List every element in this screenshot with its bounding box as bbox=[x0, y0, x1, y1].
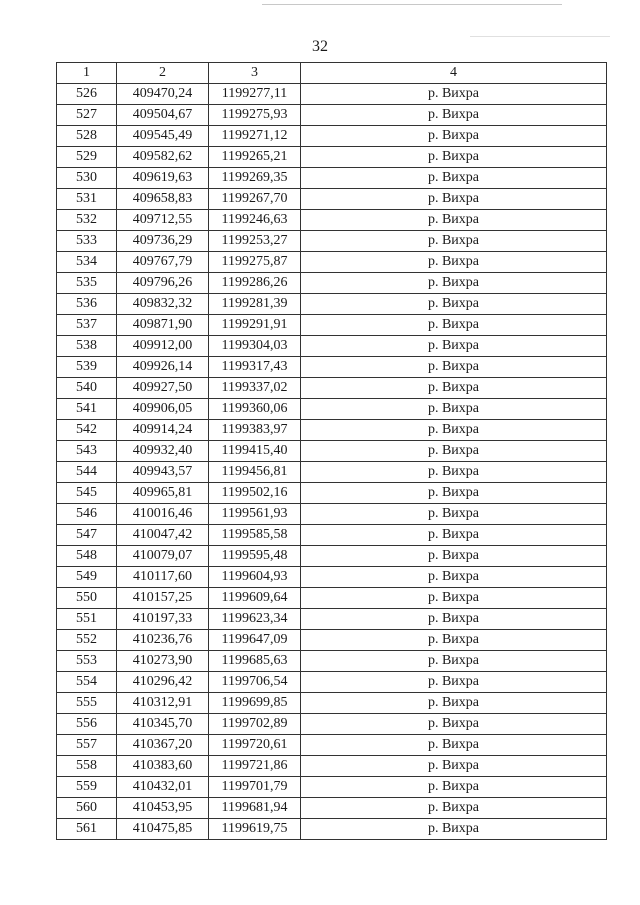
x-coordinate-cell: 409943,57 bbox=[117, 462, 209, 483]
x-coordinate-cell: 409767,79 bbox=[117, 252, 209, 273]
y-coordinate-cell: 1199304,03 bbox=[209, 336, 301, 357]
description-cell: р. Вихра bbox=[301, 483, 607, 504]
point-number-cell: 554 bbox=[57, 672, 117, 693]
y-coordinate-cell: 1199456,81 bbox=[209, 462, 301, 483]
point-number-cell: 547 bbox=[57, 525, 117, 546]
table-row bbox=[57, 441, 607, 462]
x-coordinate-cell: 410047,42 bbox=[117, 525, 209, 546]
description-cell: р. Вихра bbox=[301, 189, 607, 210]
y-coordinate-cell: 1199721,86 bbox=[209, 756, 301, 777]
table-row bbox=[57, 105, 607, 126]
x-coordinate-cell: 410296,42 bbox=[117, 672, 209, 693]
point-number-cell: 532 bbox=[57, 210, 117, 231]
y-coordinate-cell: 1199585,58 bbox=[209, 525, 301, 546]
x-coordinate-cell: 410383,60 bbox=[117, 756, 209, 777]
x-coordinate-cell: 410016,46 bbox=[117, 504, 209, 525]
table-row bbox=[57, 651, 607, 672]
table-row bbox=[57, 420, 607, 441]
y-coordinate-cell: 1199702,89 bbox=[209, 714, 301, 735]
table-row bbox=[57, 609, 607, 630]
table-row bbox=[57, 378, 607, 399]
table-row bbox=[57, 294, 607, 315]
x-coordinate-cell: 410453,95 bbox=[117, 798, 209, 819]
description-cell: р. Вихра bbox=[301, 378, 607, 399]
description-cell: р. Вихра bbox=[301, 168, 607, 189]
x-coordinate-cell: 409712,55 bbox=[117, 210, 209, 231]
x-coordinate-cell: 409796,26 bbox=[117, 273, 209, 294]
table-row bbox=[57, 315, 607, 336]
description-cell: р. Вихра bbox=[301, 336, 607, 357]
point-number-cell: 546 bbox=[57, 504, 117, 525]
description-cell: р. Вихра bbox=[301, 315, 607, 336]
x-coordinate-cell: 409619,63 bbox=[117, 168, 209, 189]
point-number-cell: 556 bbox=[57, 714, 117, 735]
x-coordinate-cell: 409504,67 bbox=[117, 105, 209, 126]
y-coordinate-cell: 1199317,43 bbox=[209, 357, 301, 378]
y-coordinate-cell: 1199685,63 bbox=[209, 651, 301, 672]
column-header-description: 4 bbox=[301, 63, 607, 84]
x-coordinate-cell: 410345,70 bbox=[117, 714, 209, 735]
x-coordinate-cell: 410117,60 bbox=[117, 567, 209, 588]
table-row bbox=[57, 567, 607, 588]
point-number-cell: 551 bbox=[57, 609, 117, 630]
point-number-cell: 549 bbox=[57, 567, 117, 588]
y-coordinate-cell: 1199604,93 bbox=[209, 567, 301, 588]
x-coordinate-cell: 410079,07 bbox=[117, 546, 209, 567]
table-header-row bbox=[57, 63, 607, 84]
y-coordinate-cell: 1199337,02 bbox=[209, 378, 301, 399]
table-row bbox=[57, 504, 607, 525]
description-cell: р. Вихра bbox=[301, 84, 607, 105]
y-coordinate-cell: 1199701,79 bbox=[209, 777, 301, 798]
y-coordinate-cell: 1199291,91 bbox=[209, 315, 301, 336]
description-cell: р. Вихра bbox=[301, 252, 607, 273]
y-coordinate-cell: 1199706,54 bbox=[209, 672, 301, 693]
table-row bbox=[57, 168, 607, 189]
table-row bbox=[57, 231, 607, 252]
scan-artifact-line bbox=[262, 4, 562, 5]
table-row bbox=[57, 525, 607, 546]
table-row bbox=[57, 714, 607, 735]
point-number-cell: 530 bbox=[57, 168, 117, 189]
description-cell: р. Вихра bbox=[301, 462, 607, 483]
x-coordinate-cell: 410475,85 bbox=[117, 819, 209, 840]
column-header-point-number: 1 bbox=[57, 63, 117, 84]
table-row bbox=[57, 630, 607, 651]
y-coordinate-cell: 1199623,34 bbox=[209, 609, 301, 630]
x-coordinate-cell: 410273,90 bbox=[117, 651, 209, 672]
y-coordinate-cell: 1199595,48 bbox=[209, 546, 301, 567]
point-number-cell: 555 bbox=[57, 693, 117, 714]
y-coordinate-cell: 1199360,06 bbox=[209, 399, 301, 420]
point-number-cell: 540 bbox=[57, 378, 117, 399]
x-coordinate-cell: 410432,01 bbox=[117, 777, 209, 798]
point-number-cell: 548 bbox=[57, 546, 117, 567]
point-number-cell: 537 bbox=[57, 315, 117, 336]
y-coordinate-cell: 1199277,11 bbox=[209, 84, 301, 105]
point-number-cell: 533 bbox=[57, 231, 117, 252]
column-header-y-coordinate: 3 bbox=[209, 63, 301, 84]
point-number-cell: 536 bbox=[57, 294, 117, 315]
point-number-cell: 529 bbox=[57, 147, 117, 168]
description-cell: р. Вихра bbox=[301, 294, 607, 315]
point-number-cell: 534 bbox=[57, 252, 117, 273]
point-number-cell: 535 bbox=[57, 273, 117, 294]
point-number-cell: 539 bbox=[57, 357, 117, 378]
table-row bbox=[57, 693, 607, 714]
y-coordinate-cell: 1199681,94 bbox=[209, 798, 301, 819]
x-coordinate-cell: 410236,76 bbox=[117, 630, 209, 651]
point-number-cell: 560 bbox=[57, 798, 117, 819]
table-row bbox=[57, 147, 607, 168]
description-cell: р. Вихра bbox=[301, 609, 607, 630]
table-row bbox=[57, 189, 607, 210]
description-cell: р. Вихра bbox=[301, 105, 607, 126]
point-number-cell: 553 bbox=[57, 651, 117, 672]
y-coordinate-cell: 1199246,63 bbox=[209, 210, 301, 231]
x-coordinate-cell: 409965,81 bbox=[117, 483, 209, 504]
description-cell: р. Вихра bbox=[301, 693, 607, 714]
point-number-cell: 542 bbox=[57, 420, 117, 441]
y-coordinate-cell: 1199253,27 bbox=[209, 231, 301, 252]
table-row bbox=[57, 126, 607, 147]
table-body bbox=[57, 84, 607, 840]
description-cell: р. Вихра bbox=[301, 147, 607, 168]
description-cell: р. Вихра bbox=[301, 588, 607, 609]
x-coordinate-cell: 409832,32 bbox=[117, 294, 209, 315]
point-number-cell: 543 bbox=[57, 441, 117, 462]
description-cell: р. Вихра bbox=[301, 714, 607, 735]
x-coordinate-cell: 409927,50 bbox=[117, 378, 209, 399]
description-cell: р. Вихра bbox=[301, 756, 607, 777]
x-coordinate-cell: 410197,33 bbox=[117, 609, 209, 630]
description-cell: р. Вихра bbox=[301, 399, 607, 420]
y-coordinate-cell: 1199415,40 bbox=[209, 441, 301, 462]
table-row bbox=[57, 357, 607, 378]
point-number-cell: 527 bbox=[57, 105, 117, 126]
description-cell: р. Вихра bbox=[301, 651, 607, 672]
table-row bbox=[57, 756, 607, 777]
description-cell: р. Вихра bbox=[301, 231, 607, 252]
point-number-cell: 552 bbox=[57, 630, 117, 651]
table-row bbox=[57, 546, 607, 567]
y-coordinate-cell: 1199561,93 bbox=[209, 504, 301, 525]
x-coordinate-cell: 409545,49 bbox=[117, 126, 209, 147]
point-number-cell: 541 bbox=[57, 399, 117, 420]
x-coordinate-cell: 409932,40 bbox=[117, 441, 209, 462]
x-coordinate-cell: 409736,29 bbox=[117, 231, 209, 252]
point-number-cell: 531 bbox=[57, 189, 117, 210]
y-coordinate-cell: 1199609,64 bbox=[209, 588, 301, 609]
table-row bbox=[57, 483, 607, 504]
table-row bbox=[57, 273, 607, 294]
description-cell: р. Вихра bbox=[301, 819, 607, 840]
table-row bbox=[57, 735, 607, 756]
table-row bbox=[57, 588, 607, 609]
table-row bbox=[57, 462, 607, 483]
y-coordinate-cell: 1199271,12 bbox=[209, 126, 301, 147]
description-cell: р. Вихра bbox=[301, 546, 607, 567]
y-coordinate-cell: 1199619,75 bbox=[209, 819, 301, 840]
point-number-cell: 558 bbox=[57, 756, 117, 777]
x-coordinate-cell: 409470,24 bbox=[117, 84, 209, 105]
description-cell: р. Вихра bbox=[301, 735, 607, 756]
point-number-cell: 550 bbox=[57, 588, 117, 609]
description-cell: р. Вихра bbox=[301, 525, 607, 546]
coordinates-table bbox=[56, 62, 607, 840]
y-coordinate-cell: 1199383,97 bbox=[209, 420, 301, 441]
description-cell: р. Вихра bbox=[301, 126, 607, 147]
x-coordinate-cell: 409871,90 bbox=[117, 315, 209, 336]
y-coordinate-cell: 1199269,35 bbox=[209, 168, 301, 189]
description-cell: р. Вихра bbox=[301, 357, 607, 378]
x-coordinate-cell: 409926,14 bbox=[117, 357, 209, 378]
y-coordinate-cell: 1199720,61 bbox=[209, 735, 301, 756]
description-cell: р. Вихра bbox=[301, 672, 607, 693]
point-number-cell: 545 bbox=[57, 483, 117, 504]
description-cell: р. Вихра bbox=[301, 630, 607, 651]
description-cell: р. Вихра bbox=[301, 504, 607, 525]
description-cell: р. Вихра bbox=[301, 441, 607, 462]
point-number-cell: 561 bbox=[57, 819, 117, 840]
x-coordinate-cell: 409914,24 bbox=[117, 420, 209, 441]
y-coordinate-cell: 1199265,21 bbox=[209, 147, 301, 168]
x-coordinate-cell: 409658,83 bbox=[117, 189, 209, 210]
y-coordinate-cell: 1199275,87 bbox=[209, 252, 301, 273]
y-coordinate-cell: 1199286,26 bbox=[209, 273, 301, 294]
table-row bbox=[57, 777, 607, 798]
x-coordinate-cell: 410367,20 bbox=[117, 735, 209, 756]
y-coordinate-cell: 1199275,93 bbox=[209, 105, 301, 126]
page-number: 32 bbox=[312, 38, 328, 55]
y-coordinate-cell: 1199502,16 bbox=[209, 483, 301, 504]
column-header-x-coordinate: 2 bbox=[117, 63, 209, 84]
y-coordinate-cell: 1199267,70 bbox=[209, 189, 301, 210]
table-row bbox=[57, 210, 607, 231]
x-coordinate-cell: 409906,05 bbox=[117, 399, 209, 420]
table-row bbox=[57, 252, 607, 273]
x-coordinate-cell: 409912,00 bbox=[117, 336, 209, 357]
point-number-cell: 544 bbox=[57, 462, 117, 483]
x-coordinate-cell: 410312,91 bbox=[117, 693, 209, 714]
point-number-cell: 559 bbox=[57, 777, 117, 798]
description-cell: р. Вихра bbox=[301, 777, 607, 798]
x-coordinate-cell: 409582,62 bbox=[117, 147, 209, 168]
table-row bbox=[57, 672, 607, 693]
description-cell: р. Вихра bbox=[301, 273, 607, 294]
description-cell: р. Вихра bbox=[301, 420, 607, 441]
point-number-cell: 557 bbox=[57, 735, 117, 756]
description-cell: р. Вихра bbox=[301, 798, 607, 819]
point-number-cell: 526 bbox=[57, 84, 117, 105]
x-coordinate-cell: 410157,25 bbox=[117, 588, 209, 609]
point-number-cell: 528 bbox=[57, 126, 117, 147]
table-row bbox=[57, 819, 607, 840]
y-coordinate-cell: 1199699,85 bbox=[209, 693, 301, 714]
table-row bbox=[57, 399, 607, 420]
y-coordinate-cell: 1199281,39 bbox=[209, 294, 301, 315]
table-row bbox=[57, 336, 607, 357]
scan-artifact-line bbox=[470, 36, 610, 37]
table-row bbox=[57, 84, 607, 105]
table-row bbox=[57, 798, 607, 819]
point-number-cell: 538 bbox=[57, 336, 117, 357]
description-cell: р. Вихра bbox=[301, 567, 607, 588]
description-cell: р. Вихра bbox=[301, 210, 607, 231]
y-coordinate-cell: 1199647,09 bbox=[209, 630, 301, 651]
